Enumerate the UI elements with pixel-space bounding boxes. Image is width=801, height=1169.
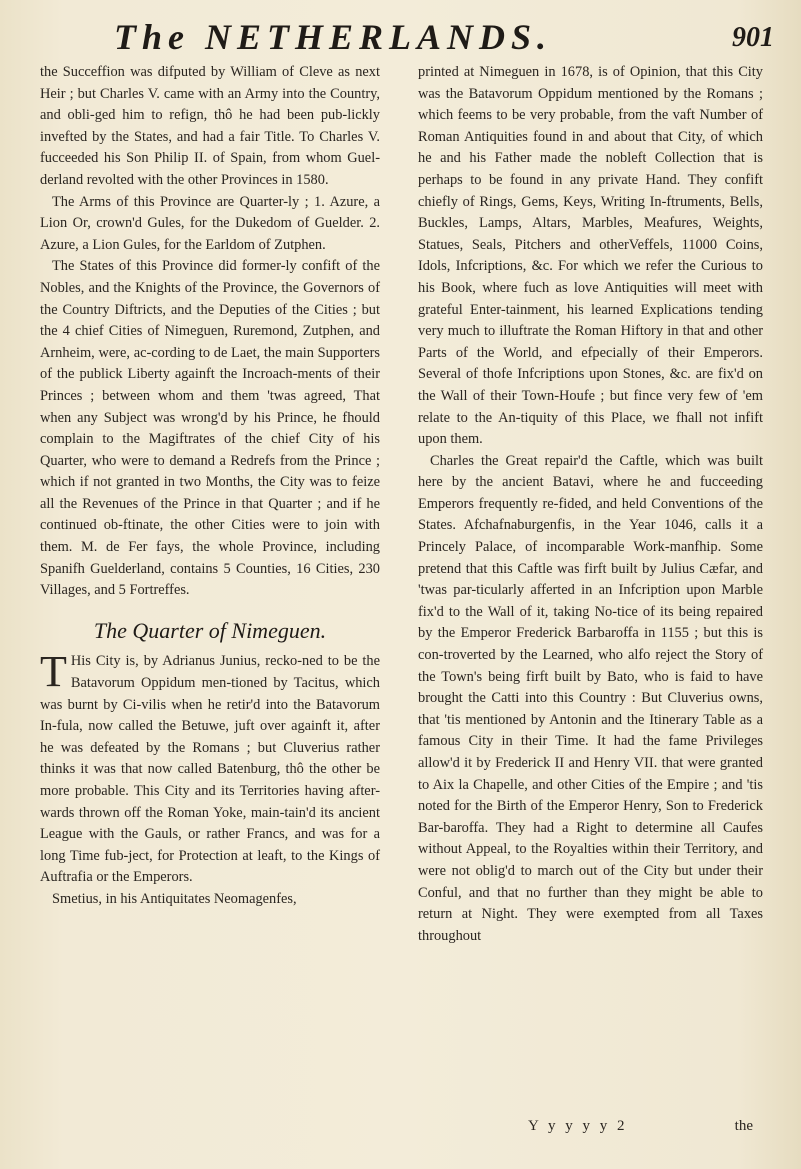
drop-cap: T: [40, 647, 67, 697]
paragraph: printed at Nimeguen in 1678, is of Opinion, that this City was the Batavorum Oppidum mentioned by the Romans ; which feems to be very probable, from the vaft Number of Roman Antiquities found in and about that City, of which he and his Father made the nobleft Collection that is perhaps to be found in any private Hand. They confift chiefly of Rings, Gems, Keys, Writing In-ftruments, Bells, Buckles, Lamps, Altars, Marbles, Meafures, Weights, Statues, Seals, Pitchers and otherVeffels, 11000 Coins, Idols, Infcriptions, &c. For which we refer the Curious to his Book, where fuch as love Antiquities will meet with grateful Enter-tainment, his learned Explications tending very much to illuftrate the Roman Hiftory in that and other Parts of the World, and efpecially of their Emperors. Several of thofe Infcriptions upon Stones, &c. are fix'd on the Wall of their Town-Houfe ; but fince very few of 'em relate to the An-tiquity of this Place, we fhall not infift upon them.: [418, 64, 763, 448]
page-header: [34, 14, 774, 62]
page-number: 901: [732, 22, 774, 53]
paragraph-with-dropcap: [40, 647, 380, 889]
signature-mark: Y y y y y 2: [528, 1118, 628, 1134]
paragraph-text: His City is, by Adrianus Junius, recko-ned to be the Batavorum Oppidum men-tioned by Tacitus, which was burnt by Ci-vilis when he retir'd into the Batavorum In-fula, now called the Betuwe, juft over againft it, after he was defeated by the Romans ; but Cluverius rather thinks it was that now called Batenburg, thô the other be more probable. This City and its Territories having after-wards thrown off the Roman Yoke, main-tain'd its ancient League with the Gauls, or rather Francs, and was for a long Time fub-ject, for Protection at leaft, to the Kings of Auftrafia or the Emperors.: [40, 653, 380, 886]
left-column: [40, 62, 380, 911]
paragraph: the Succeffion was difputed by William of Cleve as next Heir ; but Charles V. came with an Army into the Country, and obli-ged him to refign, thô he had been pub-lickly invefted by the States, and had a fair Title. To Charles V. fucceeded his Son Philip II. of Spain, from whom Guel-derland revolted with the other Provinces in 1580.: [40, 64, 380, 188]
right-column: [418, 62, 763, 947]
paragraph: Charles the Great repair'd the Caftle, which was built here by the ancient Batavi, where he and fucceeding Emperors frequently re-fided, and held Conventions of the States. Afchafnaburgenfis, in the Year 1046, calls it a Princely Palace, of incomparable Work-manfhip. Some pretend that this Caftle was firft built by Julius Cæfar, and 'twas par-ticularly afferted in an Infcription upon Marble fix'd to the Wall of it, taking No-tice of its being repaired by the Emperor Frederick Barbaroffa in 1155 ; but this is con-troverted by the Learned, who alfo reject the Story of the Town's being firft built by Bato, who is faid to have brought the Catti into this Country : But Cluverius owns, that 'tis mentioned by Antonin and the Itinerary Table as a famous City in their Time. It had the fame Privileges allow'd it by Frederick II and Henry VII. that were granted to Aix la Chapelle, and other Cities of the Empire ; and 'tis noted for the Birth of the Emperor Henry, Son to Frederick Bar-baroffa. They had a Right to determine all Caufes without Appeal, to the Royalties within their Territory, and were not oblig'd to march out of the City but under their Conful, and that no further than they might be able to return at Night. They were exempted from all Taxes throughout: [418, 452, 763, 944]
paragraph: The States of this Province did former-ly confift of the Nobles, and the Knights of the Province, the Governors of the Country Diftricts, and the Deputies of the Cities ; but the 4 chief Cities of Nimeguen, Ruremond, Zutphen, and Arnheim, were, ac-cording to de Laet, the main Supporters of the publick Liberty againft the Incroach-ments of their Princes ; between whom and them 'twas agreed, That when any Subject was wrong'd by his Prince, he fhould complain to the Magiftrates of the chief City of his Quarter, who were to demand a Redrefs from the Prince ; which if not granted in two Months, the City was to feize all the Revenues of the Prince in that Quarter ; and if he continued ob-ftinate, the other Cities were to join with them. M. de Fer fays, the whole Province, including Spanifh Guelderland, contains 5 Counties, 16 Cities, 230 Villages, and 5 Fortreffes.: [40, 258, 380, 599]
catchword: the: [734, 1118, 753, 1134]
section-title: The Quarter of Nimeguen.: [93, 617, 327, 643]
running-head: The NETHERLANDS.: [114, 17, 553, 57]
paragraph: Smetius, in his Antiquitates Neomagenfes,: [52, 890, 297, 907]
paragraph: The Arms of this Province are Quarter-ly ; 1. Azure, a Lion Or, crown'd Gules, for the Dukedom of Guelder. 2. Azure, a Lion Gules, for the Earldom of Zutphen.: [40, 193, 380, 253]
